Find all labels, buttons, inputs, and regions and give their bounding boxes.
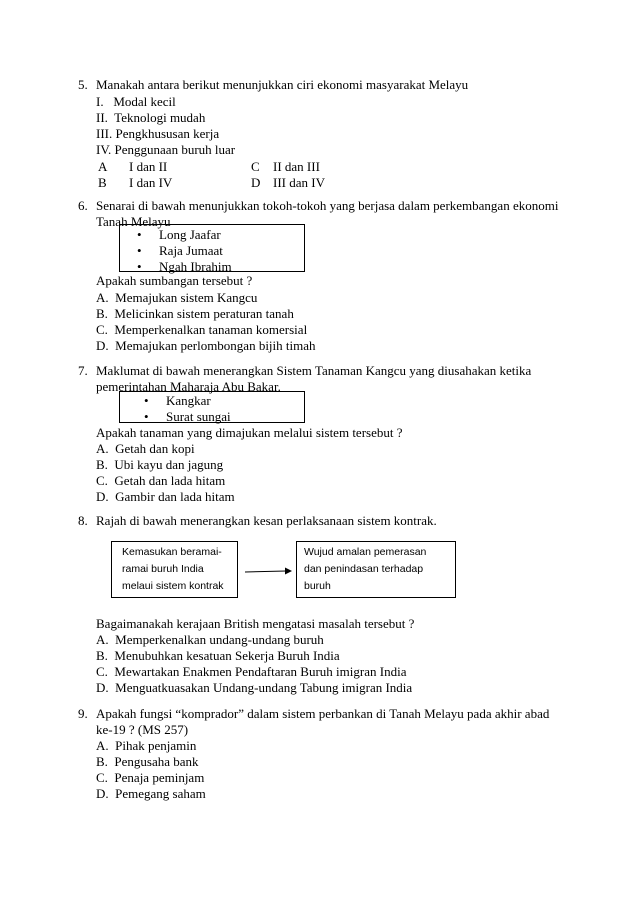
option[interactable]: A. Memajukan sistem Kangcu xyxy=(96,290,258,305)
option[interactable]: D. Memajukan perlombongan bijih timah xyxy=(96,338,316,353)
roman-item: IV. Penggunaan buruh luar xyxy=(96,142,236,157)
option-text[interactable]: II dan III xyxy=(273,159,320,174)
figure-bullet-item: • Long Jaafar xyxy=(159,227,221,243)
question-stem: Apakah fungsi “komprador” dalam sistem perbankan di Tanah Melayu pada akhir abad xyxy=(96,706,550,721)
diagram-effect-line: buruh xyxy=(304,580,331,592)
question-stem: Manakah antara berikut menunjukkan ciri ekonomi masyarakat Melayu xyxy=(96,77,469,92)
option[interactable]: D. Menguatkuasakan Undang-undang Tabung imigran India xyxy=(96,680,413,695)
question-prompt: Apakah tanaman yang dimajukan melalui sistem tersebut ? xyxy=(96,425,403,440)
option[interactable]: C. Mewartakan Enakmen Pendaftaran Buruh imigran India xyxy=(96,664,407,679)
diagram-cause-line: Kemasukan beramai- xyxy=(122,546,222,558)
option[interactable]: C. Getah dan lada hitam xyxy=(96,473,226,488)
question-stem: pemerintahan Maharaja Abu Bakar. xyxy=(96,379,281,394)
option[interactable]: A. Memperkenalkan undang-undang buruh xyxy=(96,632,324,647)
option-letter[interactable]: B xyxy=(98,175,107,190)
question-stem: ke-19 ? (MS 257) xyxy=(96,722,189,737)
option[interactable]: D. Gambir dan lada hitam xyxy=(96,489,235,504)
option-text[interactable]: I dan IV xyxy=(129,175,173,190)
option[interactable]: B. Menubuhkan kesatuan Sekerja Buruh India xyxy=(96,648,340,663)
option[interactable]: B. Ubi kayu dan jagung xyxy=(96,457,224,472)
option-letter[interactable]: D xyxy=(251,175,261,190)
option[interactable]: B. Pengusaha bank xyxy=(96,754,199,769)
option[interactable]: A. Getah dan kopi xyxy=(96,441,195,456)
option-letter[interactable]: C xyxy=(251,159,260,174)
figure-bullet-item: • Kangkar xyxy=(166,393,211,409)
option[interactable]: A. Pihak penjamin xyxy=(96,738,197,753)
option[interactable]: C. Memperkenalkan tanaman komersial xyxy=(96,322,308,337)
question-stem: Rajah di bawah menerangkan kesan perlaksanaan sistem kontrak. xyxy=(96,513,437,528)
roman-item: III. Pengkhususan kerja xyxy=(96,126,220,141)
question-number: 9. xyxy=(78,706,88,721)
diagram-effect-line: Wujud amalan pemerasan xyxy=(304,546,427,558)
figure-bullet-item: • Raja Jumaat xyxy=(159,243,223,259)
figure-bullet-item: • Surat sungai xyxy=(166,409,231,425)
roman-item: I. Modal kecil xyxy=(96,94,176,109)
question-stem: Senarai di bawah menunjukkan tokoh-tokoh yang berjasa dalam perkembangan ekonomi xyxy=(96,198,559,213)
question-number: 5. xyxy=(78,77,88,92)
question-number: 8. xyxy=(78,513,88,528)
option[interactable]: D. Pemegang saham xyxy=(96,786,206,801)
question-stem: Tanah Melayu xyxy=(96,214,171,229)
question-number: 7. xyxy=(78,363,88,378)
question-number: 6. xyxy=(78,198,88,213)
option[interactable]: B. Melicinkan sistem peraturan tanah xyxy=(96,306,294,321)
option-text[interactable]: I dan II xyxy=(129,159,168,174)
diagram-effect-line: dan penindasan terhadap xyxy=(304,563,424,575)
option[interactable]: C. Penaja peminjam xyxy=(96,770,205,785)
option-text[interactable]: III dan IV xyxy=(273,175,325,190)
diagram-arrow-icon xyxy=(244,565,294,577)
figure-bullet-item: • Ngah Ibrahim xyxy=(159,259,232,275)
question-stem: Maklumat di bawah menerangkan Sistem Tanaman Kangcu yang diusahakan ketika xyxy=(96,363,532,378)
diagram-cause-line: ramai buruh India xyxy=(122,563,204,575)
roman-item: II. Teknologi mudah xyxy=(96,110,206,125)
question-prompt: Bagaimanakah kerajaan British mengatasi masalah tersebut ? xyxy=(96,616,415,631)
question-prompt: Apakah sumbangan tersebut ? xyxy=(96,273,253,288)
diagram-cause-line: melaui sistem kontrak xyxy=(122,580,224,592)
option-letter[interactable]: A xyxy=(98,159,108,174)
